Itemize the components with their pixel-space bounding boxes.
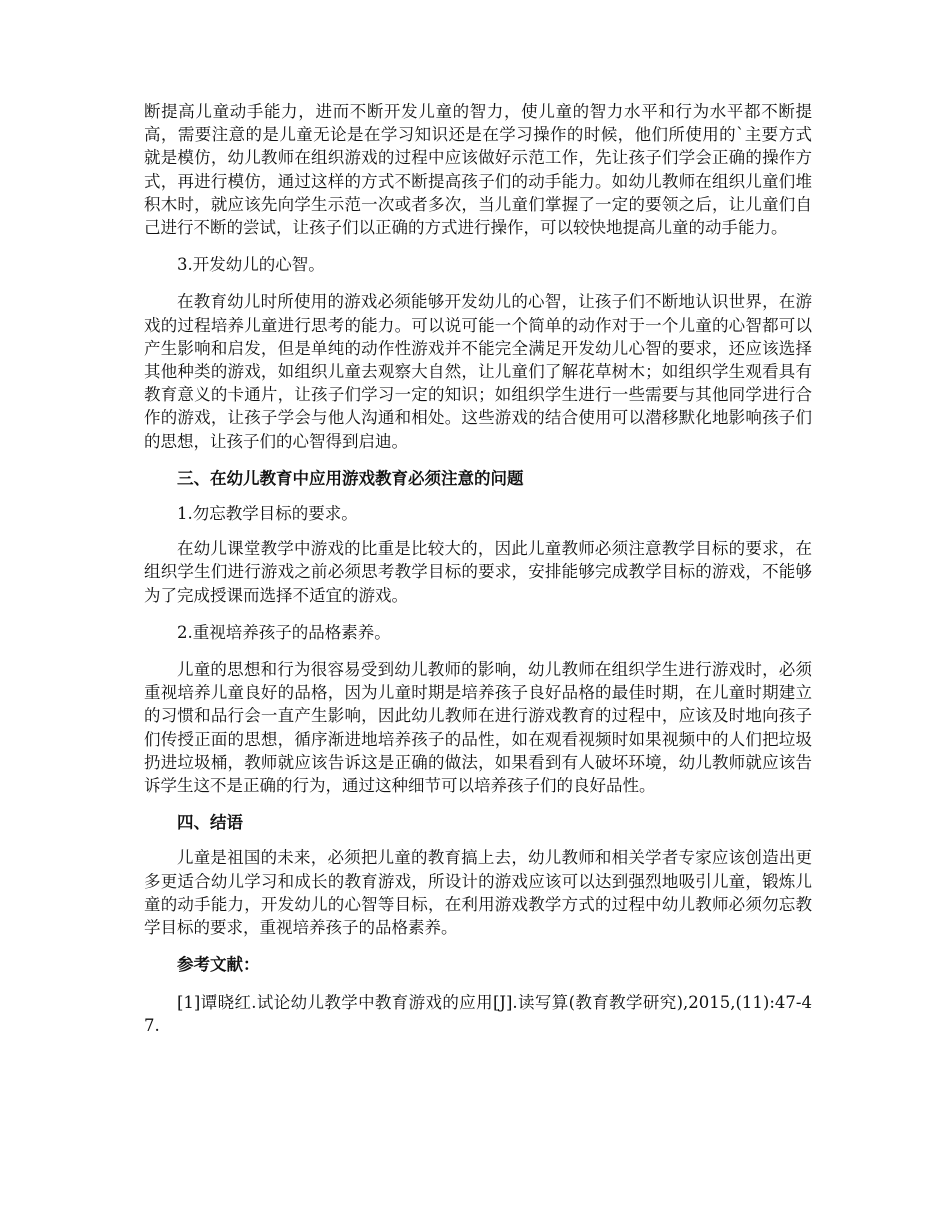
section-heading-issues: 三、在幼儿教育中应用游戏教育必须注意的问题	[177, 468, 524, 488]
paragraph-teaching-goals: 在幼儿课堂教学中游戏的比重是比较大的，因此儿童教师必须注意教学目标的要求，在组织学生们进行游戏之前必须思考教学目标的要求，安排能够完成教学目标的游戏，不能够为了完成授课而选择不适宜的游戏。	[144, 539, 812, 605]
subheading-develop-mind: 3.开发幼儿的心智。	[177, 255, 325, 275]
paragraph-character: 儿童的思想和行为很容易受到幼儿教师的影响，幼儿教师在组织学生进行游戏时，必须重视培养儿童良好的品格，因为儿童时期是培养孩子良好品格的最佳时期，在儿童时期建立的习惯和品行会一直产生影响，因此幼儿教师在进行游戏教育的过程中，应该及时地向孩子们传授正面的思想，循序渐进地培养孩子的品性，如在观看视频时如果视频中的人们把垃圾扔进垃圾桶，教师就应该告诉这是正确的做法，如果看到有人破坏环境，幼儿教师就应该告诉学生这不是正确的行为，通过这种细节可以培养孩子们的良好品性。	[144, 660, 812, 796]
reference-item: [1]谭晓红.试论幼儿教学中教育游戏的应用[J].读写算(教育教学研究),2015,(11):47-47.	[144, 992, 812, 1035]
subheading-teaching-goals: 1.勿忘教学目标的要求。	[177, 504, 358, 524]
references-heading: 参考文献：	[177, 955, 260, 975]
section-heading-conclusion: 四、结语	[177, 813, 243, 833]
paragraph-continuation: 断提高儿童动手能力，进而不断开发儿童的智力，使儿童的智力水平和行为水平都不断提高，需要注意的是儿童无论是在学习知识还是在学习操作的时候，他们所使用的`主要方式就是模仿，幼儿教师在组织游戏的过程中应该做好示范工作，先让孩子们学会正确的操作方式，再进行模仿，通过这样的方式不断提高孩子们的动手能力。如幼儿教师在组织儿童们堆积木时，就应该先向学生示范一次或者多次，当儿童们掌握了一定的要领之后，让儿童们自己进行不断的尝试，让孩子们以正确的方式进行操作，可以较快地提高儿童的动手能力。	[144, 102, 812, 238]
paragraph-conclusion: 儿童是祖国的未来，必须把儿童的教育搞上去，幼儿教师和相关学者专家应该创造出更多更适合幼儿学习和成长的教育游戏，所设计的游戏应该可以达到强烈地吸引儿童，锻炼儿童的动手能力，开发幼儿的心智等目标，在利用游戏教学方式的过程中幼儿教师必须勿忘教学目标的要求，重视培养孩子的品格素养。	[144, 848, 812, 938]
subheading-character: 2.重视培养孩子的品格素养。	[177, 622, 391, 642]
document-body	[144, 100, 812, 1037]
paragraph-develop-mind: 在教育幼儿时所使用的游戏必须能够开发幼儿的心智，让孩子们不断地认识世界，在游戏的过程培养儿童进行思考的能力。可以说可能一个简单的动作对于一个儿童的心智都可以产生影响和启发，但是单纯的动作性游戏并不能完全满足开发幼儿心智的要求，还应该选择其他种类的游戏，如组织儿童去观察大自然，让儿童们了解花草树木；如组织学生观看具有教育意义的卡通片，让孩子们学习一定的知识；如组织学生进行一些需要与其他同学进行合作的游戏，让孩子学会与他人沟通和相处。这些游戏的结合使用可以潜移默化地影响孩子们的思想，让孩子们的心智得到启迪。	[144, 292, 812, 451]
